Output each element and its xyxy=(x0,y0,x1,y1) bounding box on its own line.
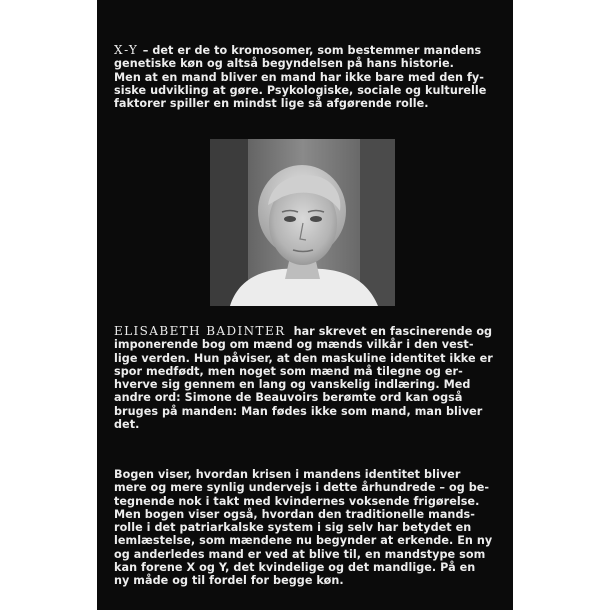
author-line: imponerende bog om mænd og mænds vilkår i den vest- xyxy=(114,338,474,352)
author-line: andre ord: Simone de Beauvoirs berømte ord kan også xyxy=(114,391,463,405)
closing-line: mere og mere synlig undervejs i dette århundrede – og be- xyxy=(114,481,490,495)
author-paragraph xyxy=(114,325,509,431)
closing-line: og anderledes mand er ved at blive til, en mandstype som xyxy=(114,547,486,561)
closing-line: lemlæstelse, som mændene nu begynder at erkende. En ny xyxy=(114,534,493,548)
closing-line: rolle i det patriarkalske system i sig selv har betydet en xyxy=(114,521,472,535)
author-line: spor medfødt, men noget som mænd må tilegne og er- xyxy=(114,364,463,378)
closing-line: tegnende nok i takt med kvindernes voksende frigørelse. xyxy=(114,494,480,508)
book-back-cover xyxy=(97,0,513,610)
author-line: lige verden. Hun påviser, at den maskuline identitet ikke er xyxy=(114,351,493,365)
author-line: ELISABETH BADINTER har skrevet en fascinerende og xyxy=(114,324,493,338)
closing-line: ny måde og til fordel for begge køn. xyxy=(114,574,344,588)
intro-line: genetiske køn og altså begyndelsen på hans historie. xyxy=(114,57,454,71)
author-name: ELISABETH BADINTER xyxy=(114,324,286,338)
closing-line: Men bogen viser også, hvordan den traditionelle mands- xyxy=(114,507,475,521)
intro-line: siske udvikling at gøre. Psykologiske, sociale og kulturelle xyxy=(114,83,487,97)
xy-title: X-Y xyxy=(114,43,139,57)
intro-paragraph xyxy=(114,44,509,110)
intro-line: X-Y – det er de to kromosomer, som bestemmer mandens xyxy=(114,43,482,57)
author-line: bruges på manden: Man fødes ikke som mand, man bliver xyxy=(114,404,483,418)
author-line: det. xyxy=(114,418,140,432)
intro-line: Men at en mand bliver en mand har ikke bare med den fy- xyxy=(114,70,484,84)
author-line: hverve sig gennem en lang og vanskelig indlæring. Med xyxy=(114,378,471,392)
intro-line: faktorer spiller en mindst lige så afgørende rolle. xyxy=(114,97,429,111)
closing-line: kan forene X og Y, det kvindelige og det mandlige. På en xyxy=(114,561,476,575)
closing-line: Bogen viser, hvordan krisen i mandens identitet bliver xyxy=(114,468,461,481)
closing-paragraph xyxy=(114,468,509,588)
author-portrait xyxy=(210,139,395,306)
author-portrait-image xyxy=(210,139,395,306)
